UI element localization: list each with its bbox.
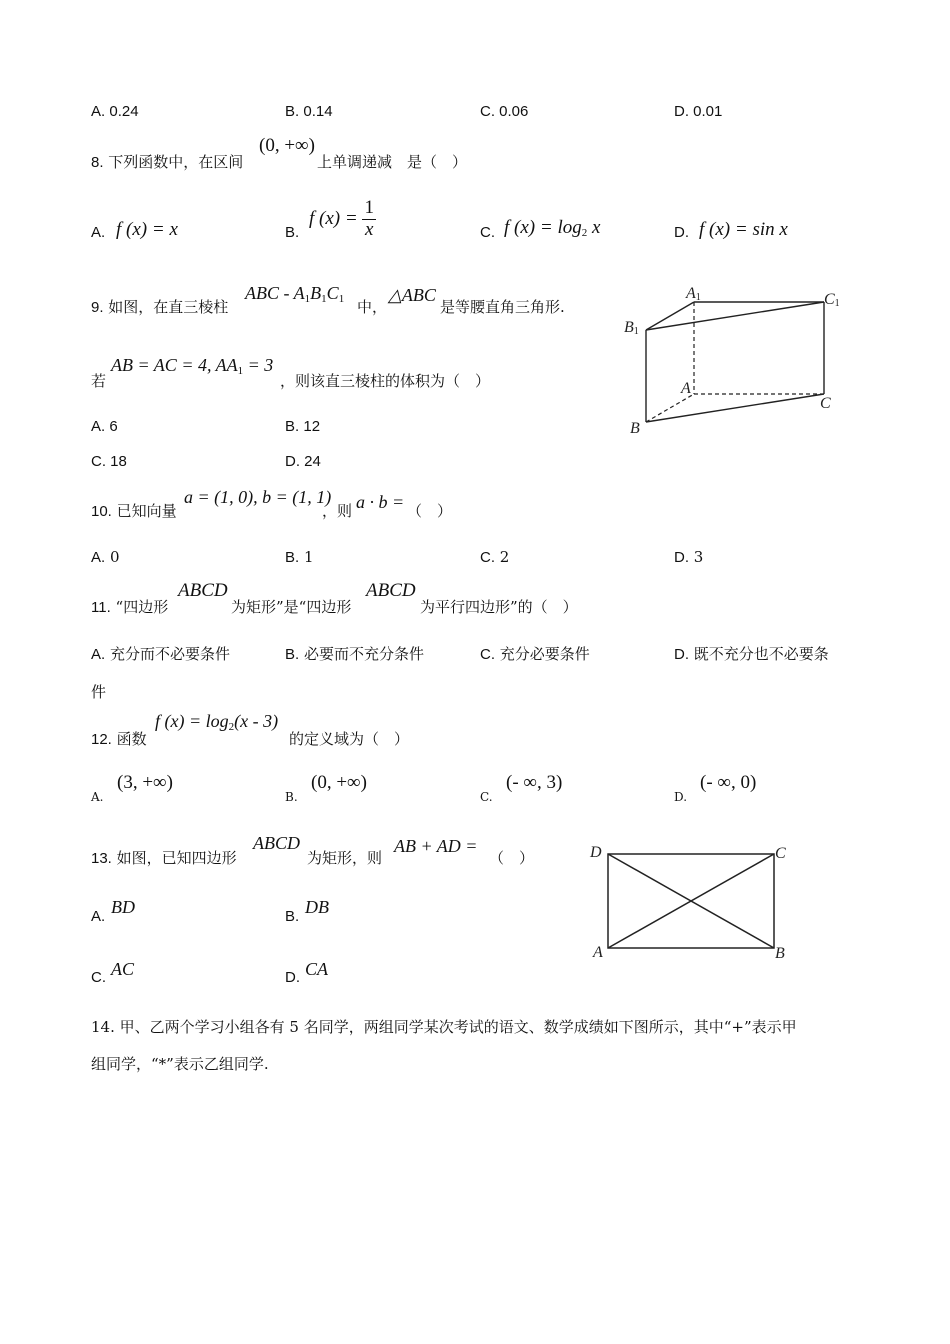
q7-option-b: B. 0.14	[285, 103, 333, 120]
q13-stem-3: （ ）	[489, 849, 535, 867]
q8-option-c-label: C.	[480, 224, 495, 241]
q13-rectangle-figure	[585, 838, 800, 968]
q10-stem-3: （ ）	[407, 502, 453, 520]
q9-option-d: D. 24	[285, 453, 321, 470]
q13-option-b-label: B.	[285, 908, 300, 925]
q11-option-d: D. 既不充分也不必要条	[674, 645, 829, 663]
q9-option-c: C. 18	[91, 453, 127, 470]
q11-option-a: A. 充分而不必要条件	[91, 645, 230, 663]
q9-triangle: △ABC	[388, 285, 436, 305]
q12-option-b-label: B.	[285, 790, 298, 804]
label-b: B	[630, 420, 640, 437]
q12-option-d-label: D.	[674, 790, 688, 804]
q11-stem-3: 为平行四边形”的（ ）	[420, 598, 578, 616]
edge-b1-c1	[646, 302, 824, 330]
q9-stem-3: 是等腰直角三角形.	[440, 298, 565, 316]
q7-option-d: D. 0.01	[674, 103, 723, 120]
q10-option-b: B. 1	[285, 548, 314, 566]
q13-option-c-label: C.	[91, 969, 106, 986]
q8-stem: 8. 下列函数中，在区间	[91, 153, 244, 171]
q8-option-d-math: f (x) = sin x	[699, 219, 788, 240]
q13-option-b: DB	[305, 897, 329, 917]
q10-option-c: C. 2	[480, 548, 510, 566]
q10-stem-2: ，则	[322, 502, 353, 520]
q8-option-a-math: f (x) = x	[116, 219, 178, 240]
q8-option-b-label: B.	[285, 224, 300, 241]
q13-sum: AB + AD =	[394, 836, 478, 856]
q11-option-d-wrap: 件	[91, 683, 107, 701]
q13-stem-2: 为矩形，则	[307, 849, 383, 867]
q8-b-numerator: 1	[364, 197, 374, 218]
q11-abcd-2: ABCD	[366, 580, 416, 601]
q11-abcd-1: ABCD	[178, 580, 228, 601]
q9-stem-5: ，则该直三棱柱的体积为（ ）	[280, 372, 491, 390]
q8-option-a-label: A.	[91, 224, 106, 241]
q11-stem: 11. “四边形	[91, 598, 169, 616]
q10-option-d: D. 3	[674, 548, 704, 566]
label-b: B	[775, 945, 785, 962]
q9-prism-figure	[620, 280, 860, 440]
q12-option-c: (- ∞, 3)	[506, 772, 563, 793]
q12-option-a: (3, +∞)	[117, 772, 173, 793]
label-b1: B1	[624, 319, 639, 337]
label-c: C	[775, 845, 786, 862]
q13-option-c: AC	[111, 959, 135, 979]
q12-stem-2: 的定义域为（ ）	[289, 730, 410, 748]
q10-option-a: A. 0	[91, 548, 120, 566]
q8-option-c-math: f $(x) = \log_2 x$	[504, 217, 601, 239]
q10-product: a · b =	[356, 492, 405, 512]
label-c: C	[820, 395, 831, 412]
q7-option-a: A. 0.24	[91, 103, 139, 120]
q9-stem-2: 中，	[357, 298, 388, 316]
q12-option-d: (- ∞, 0)	[700, 772, 757, 793]
q13-option-a: BD	[111, 897, 135, 917]
q8-option-d-label: D.	[674, 224, 689, 241]
q11-stem-2: 为矩形”是“四边形	[231, 598, 352, 616]
q13-option-a-label: A.	[91, 908, 106, 925]
label-d: D	[590, 844, 602, 861]
q11-option-b: B. 必要而不充分条件	[285, 645, 424, 663]
q9-option-b: B. 12	[285, 418, 321, 435]
q9-stem: 9. 如图，在直三棱柱	[91, 298, 229, 316]
q7-option-c: C. 0.06	[480, 103, 529, 120]
label-a: A	[593, 944, 603, 961]
q12-option-b: (0, +∞)	[311, 772, 367, 793]
q8-option-b-math: f (x) = $\frac{1}{x}$	[309, 197, 374, 240]
q8-b-denominator: x	[364, 218, 374, 240]
q13-option-d: CA	[305, 959, 329, 979]
q12-option-a-label: A.	[91, 790, 104, 804]
q10-stem: 10. 已知向量	[91, 502, 177, 520]
edge-b-c	[646, 394, 824, 422]
label-c1: C1	[824, 291, 840, 309]
q10-vectors: a = (1, 0), b = (1, 1)	[184, 487, 332, 507]
q14-stem-line-1: 14. 甲、乙两个学习小组各有 5 名同学，两组同学某次考试的语文、数学成绩如下图所示，其中“+”表示甲	[91, 1018, 797, 1036]
q8-interval: (0, +∞)	[259, 135, 315, 156]
q12-function: f $(x) = \log_2(x - 3)$	[155, 711, 279, 733]
q9-option-a: A. 6	[91, 418, 118, 435]
q9-stem-4: 若	[91, 372, 107, 390]
label-a: A	[681, 380, 691, 397]
q12-option-c-label: C.	[480, 790, 493, 804]
q8-stem-end: 上单调递减 是（ ）	[317, 153, 468, 171]
q13-stem: 13. 如图，已知四边形	[91, 849, 237, 867]
q9-prism: ABC - $A_1B_1C_1$	[245, 283, 345, 305]
q12-stem: 12. 函数	[91, 730, 147, 748]
q11-option-c: C. 充分必要条件	[480, 645, 590, 663]
q14-stem-line-2: 组同学，“*”表示乙组同学.	[91, 1055, 269, 1073]
q13-abcd: ABCD	[253, 833, 300, 853]
q9-condition: AB = AC = 4, $AA_1 = 3$	[111, 355, 274, 377]
label-a1: A1	[686, 285, 701, 303]
q13-option-d-label: D.	[285, 969, 300, 986]
